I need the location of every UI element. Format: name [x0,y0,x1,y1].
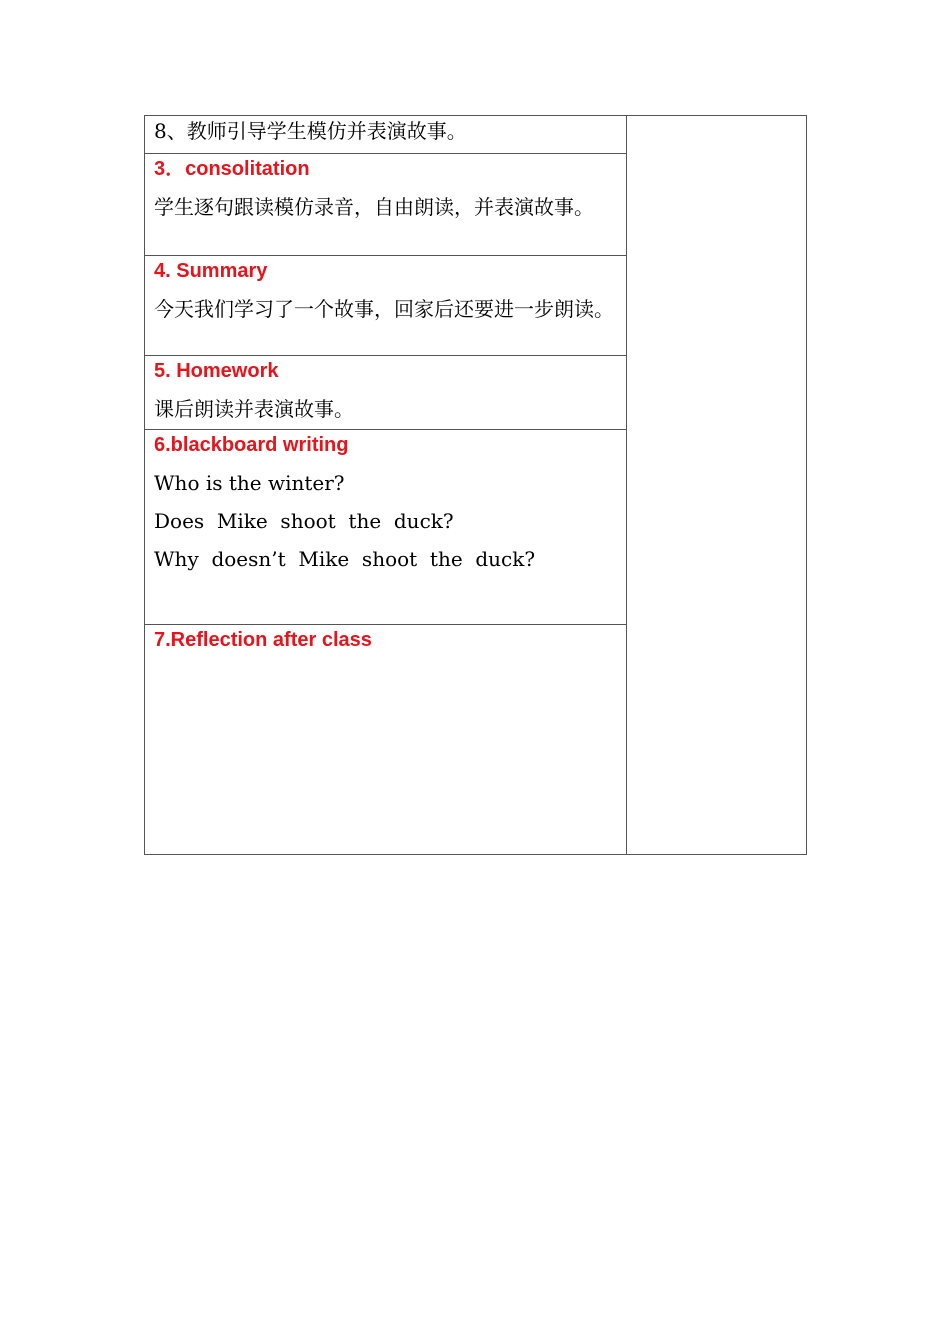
consolidation-text: 学生逐句跟读模仿录音，自由朗读，并表演故事。 [154,195,594,219]
notes-column-cell [627,116,807,855]
step8-text: 8、教师引导学生模仿并表演故事。 [154,119,467,143]
summary-cell [145,256,627,356]
blackboard-line: Why doesn’t Mike shoot the duck? [154,547,536,571]
homework-heading: 5. Homework [154,360,279,382]
summary-heading: 4. Summary [154,260,268,282]
lesson-plan-table [144,115,807,855]
homework-cell [145,356,627,430]
blackboard-cell [145,430,627,625]
reflection-heading: 7.Reflection after class [154,629,372,651]
blackboard-heading: 6.blackboard writing [154,434,349,456]
consolidation-cell [145,154,627,256]
blackboard-line: Who is the winter? [154,471,345,495]
table-row [145,116,807,154]
summary-text: 今天我们学习了一个故事，回家后还要进一步朗读。 [154,297,614,321]
step8-cell [145,116,627,154]
homework-text: 课后朗读并表演故事。 [154,397,354,421]
blackboard-line: Does Mike shoot the duck? [154,509,454,533]
reflection-cell [145,625,627,855]
consolidation-heading: 3．consolitation [154,158,310,180]
